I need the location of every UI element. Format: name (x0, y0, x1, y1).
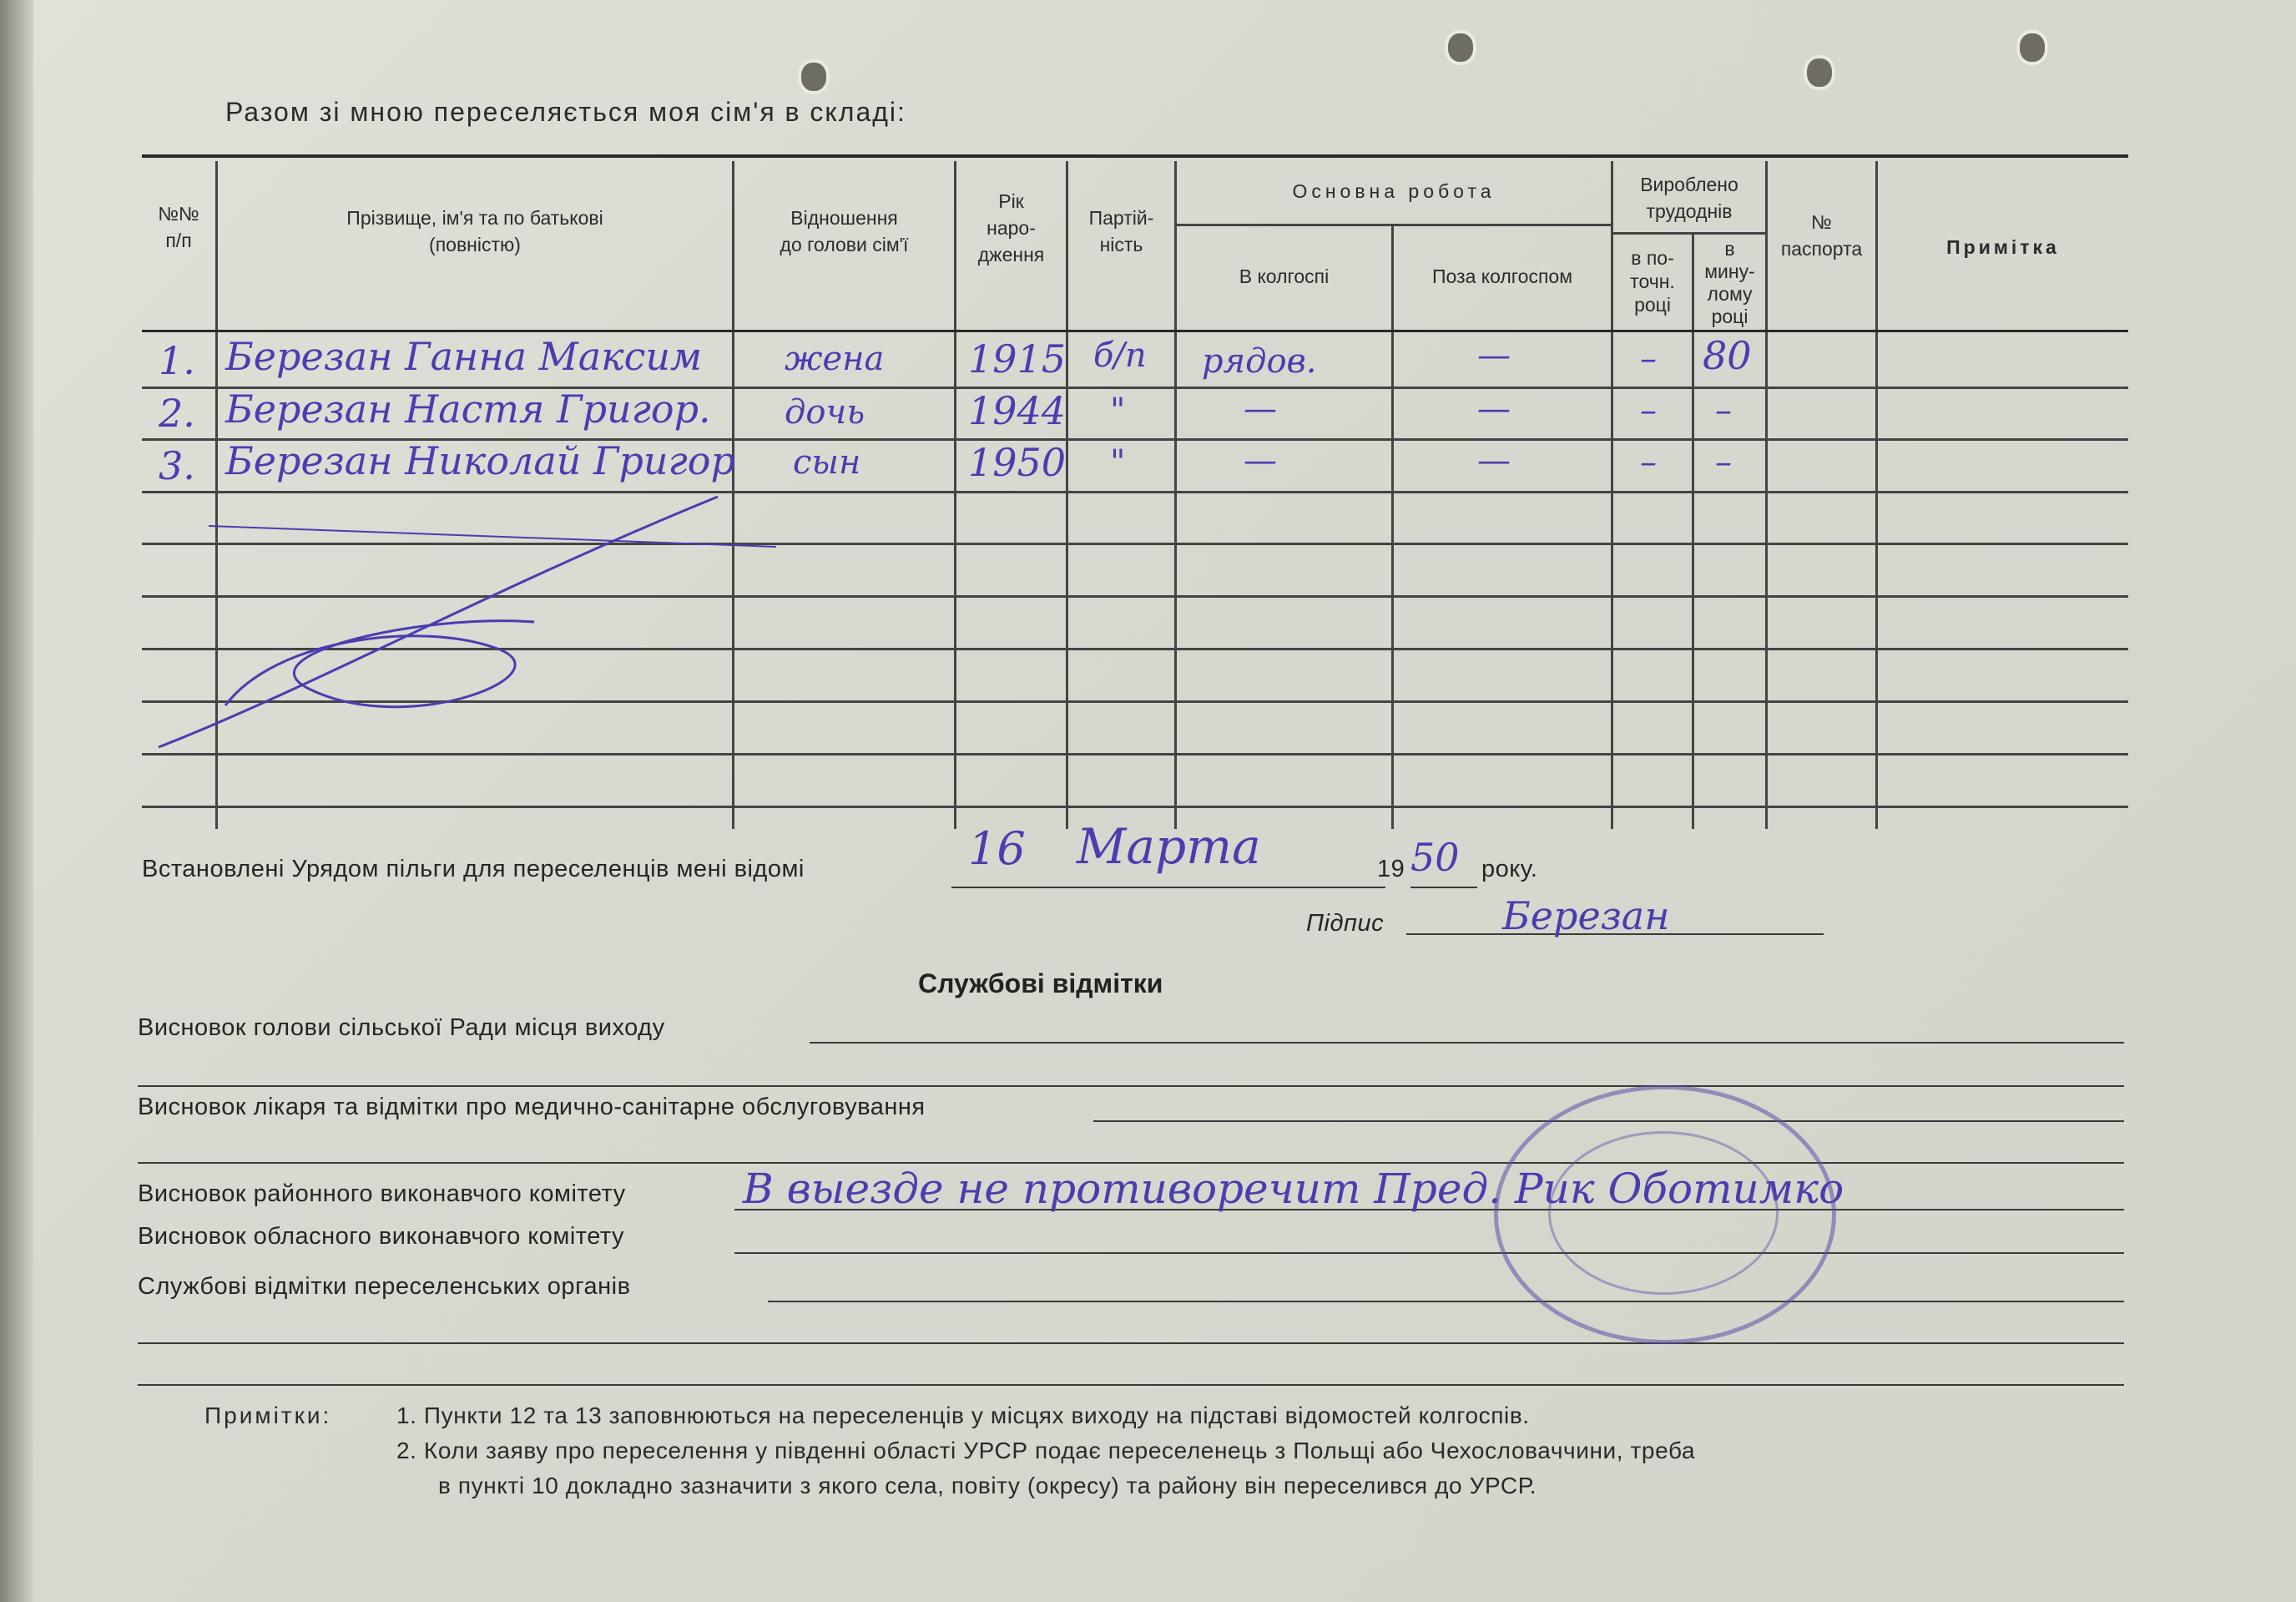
header-bottom-rule (142, 330, 2128, 332)
note-item: 2. Коли заяву про переселення у південні області УРСР подає переселенець з Польщі або Чехословаччини, треба (396, 1438, 1696, 1463)
col-divider (1066, 161, 1068, 829)
row-line (142, 806, 2128, 808)
row-last-year: – (1715, 392, 1732, 430)
col-header-passport: № паспорта (1780, 211, 1863, 260)
district-conclusion: В выезде не противоречит Пред. Рик Оботимко (743, 1165, 1844, 1213)
row-party: " (1110, 443, 1126, 482)
row-name: Березан Николай Григор (225, 438, 735, 483)
service-line-label: Службові відмітки переселенських органів (138, 1273, 631, 1300)
date-day: 16 (968, 822, 1026, 875)
date-month: Марта (1077, 818, 1261, 875)
row-num: 2. (159, 391, 195, 436)
service-line-label: Висновок голови сільської Ради місця виходу (138, 1014, 665, 1041)
col-header-party: Партій- ність (1088, 207, 1154, 255)
row-last-year: – (1715, 443, 1732, 482)
service-line (138, 1162, 2124, 1164)
header-subline (1174, 224, 1611, 226)
row-num: 1. (159, 338, 195, 383)
col-header-out-kolhosp: Поза колгоспом (1431, 265, 1573, 287)
row-name: Березан Ганна Максим (225, 334, 703, 379)
row-relation: сын (793, 443, 861, 482)
row-relation: жена (785, 340, 885, 378)
row-num: 3. (159, 443, 195, 488)
service-line (734, 1252, 2124, 1254)
punch-hole (2020, 33, 2045, 62)
punch-hole (1448, 33, 1473, 62)
col-header-cur-year: в по- точн. році (1630, 247, 1675, 316)
punch-hole (801, 63, 826, 91)
year-word: року. (1481, 856, 1538, 882)
year-line (1410, 887, 1477, 888)
col-header-last-year: в мину- лому році (1704, 238, 1755, 327)
row-relation: дочь (785, 393, 865, 432)
note-item: 1. Пункти 12 та 13 заповнюються на переселенців у місцях виходу на підставі відомостей колгоспів. (396, 1402, 1530, 1428)
year-prefix: 19 (1377, 856, 1405, 882)
date-line (951, 887, 1385, 888)
col-header-name: Прізвище, ім'я та по батькові (повністю) (346, 207, 603, 255)
row-cur-year: – (1640, 340, 1657, 378)
service-line-label: Висновок лікаря та відмітки про медично-санітарне обслуговування (138, 1094, 926, 1120)
col-divider (1391, 225, 1394, 829)
row-out-kolhosp: — (1477, 336, 1511, 375)
service-title: Службові відмітки (918, 968, 1163, 998)
service-line (138, 1342, 2124, 1344)
col-divider (1174, 161, 1177, 829)
col-header-birth: Рік наро- дження (977, 190, 1045, 265)
row-party: б/п (1093, 336, 1147, 375)
page-edge-shadow (0, 0, 33, 1602)
service-line-label: Висновок районного виконавчого комітету (138, 1180, 626, 1207)
service-line (768, 1301, 2124, 1302)
col-divider (1875, 161, 1878, 829)
row-in-kolhosp: — (1244, 442, 1277, 480)
signature-label: Підпис (1306, 910, 1385, 937)
service-line (138, 1384, 2124, 1386)
family-header: Разом зі мною переселяється моя сім'я в складі: (225, 97, 906, 127)
year-suffix: 50 (1410, 835, 1460, 880)
col-header-main-work: Основна робота (1292, 180, 1496, 202)
col-header-in-kolhosp: В колгоспі (1239, 265, 1330, 287)
row-in-kolhosp: рядов. (1202, 342, 1317, 381)
row-out-kolhosp: — (1477, 442, 1511, 480)
row-party: " (1110, 392, 1126, 430)
row-birth: 1950 (968, 440, 1067, 485)
row-out-kolhosp: — (1477, 390, 1511, 428)
col-header-relation: Відношення до голови сім'ї (780, 207, 909, 255)
row-in-kolhosp: — (1244, 390, 1277, 428)
service-line (138, 1085, 2124, 1087)
table-top-rule (142, 154, 2128, 158)
row-birth: 1944 (968, 388, 1067, 433)
signature-value: Березан (1502, 893, 1670, 938)
row-birth: 1915 (968, 336, 1067, 382)
col-header-note: Примітка (1946, 236, 2060, 258)
row-last-year: 80 (1703, 333, 1752, 378)
header-subline (1611, 232, 1765, 235)
col-header-num: №№ п/п (158, 203, 199, 251)
service-line (810, 1042, 2124, 1044)
notes-label: Примітки: (204, 1402, 332, 1428)
row-cur-year: – (1640, 392, 1657, 430)
benefits-label: Встановлені Урядом пільги для переселенців мені відомі (142, 856, 805, 882)
cancel-scribble (142, 488, 810, 764)
note-item: в пункті 10 докладно зазначити з якого села, повіту (окресу) та району він переселився до УРСР. (438, 1473, 1537, 1498)
official-seal-inner (1548, 1131, 1779, 1295)
row-cur-year: – (1640, 443, 1657, 482)
punch-hole (1807, 58, 1832, 87)
service-line-label: Висновок обласного виконавчого комітету (138, 1223, 625, 1250)
row-name: Березан Настя Григор. (225, 387, 711, 432)
col-header-workdays: Вироблено трудоднів (1640, 174, 1738, 222)
